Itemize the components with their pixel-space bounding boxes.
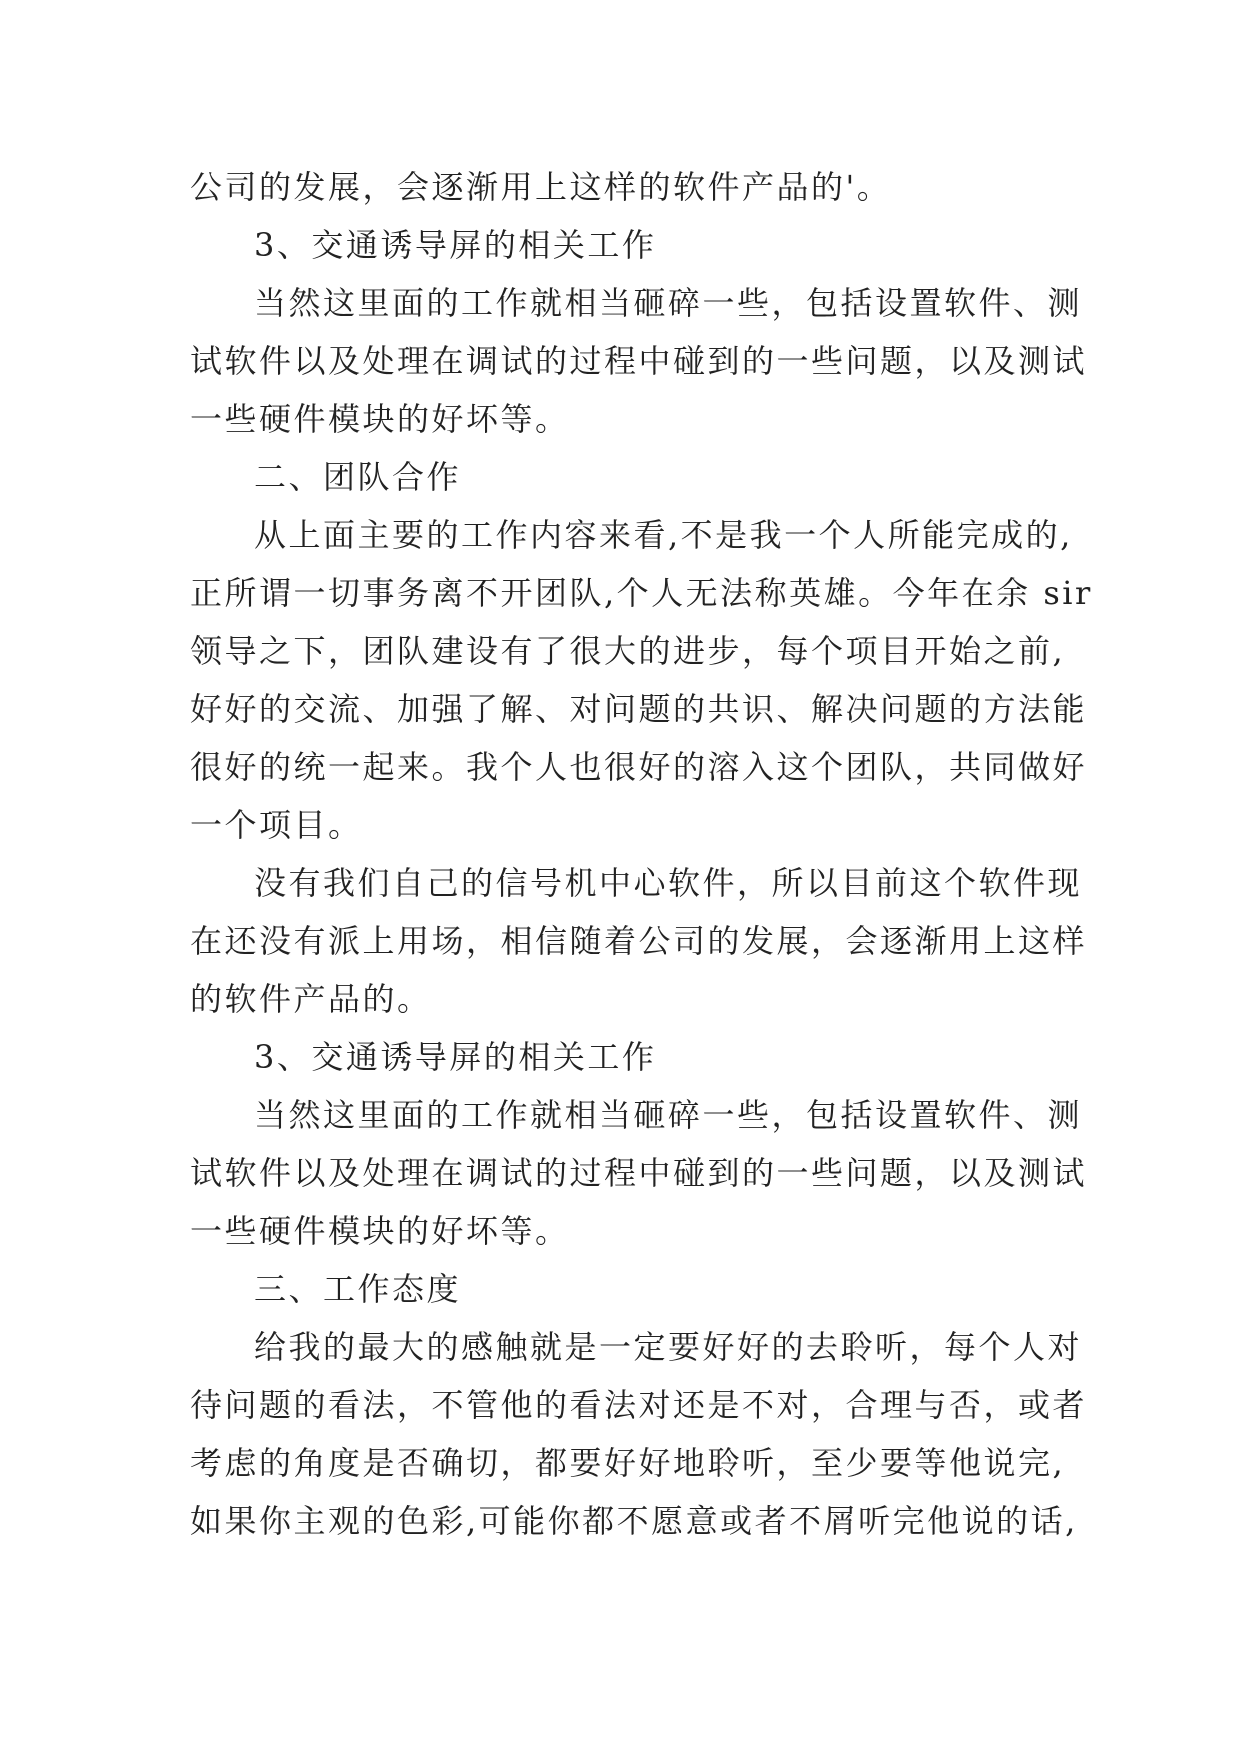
text-line: 试软件以及处理在调试的过程中碰到的一些问题，以及测试 [190,342,1088,380]
text-line: 一个项目。 [190,806,363,844]
text-line: 试软件以及处理在调试的过程中碰到的一些问题，以及测试 [190,1154,1088,1192]
text-line: 当然这里面的工作就相当砸碎一些，包括设置软件、测 [254,1096,1083,1134]
text-line: 好好的交流、加强了解、对问题的共识、解决问题的方法能 [190,690,1088,728]
text-line: 的软件产品的。 [190,980,432,1018]
section-heading: 3、交通诱导屏的相关工作 [254,226,657,264]
text-line: 当然这里面的工作就相当砸碎一些，包括设置软件、测 [254,284,1083,322]
text-line: 没有我们自己的信号机中心软件，所以目前这个软件现 [254,864,1083,902]
section-heading: 3、交通诱导屏的相关工作 [254,1038,657,1076]
text-line: 很好的统一起来。我个人也很好的溶入这个团队，共同做好 [190,748,1088,786]
text-line: 在还没有派上用场，相信随着公司的发展，会逐渐用上这样 [190,922,1088,960]
text-line: 给我的最大的感触就是一定要好好的去聆听，每个人对 [254,1328,1083,1366]
document-body [190,158,1093,1550]
text-line: 一些硬件模块的好坏等。 [190,400,570,438]
text-line: 领导之下，团队建设有了很大的进步，每个项目开始之前, [190,632,1066,670]
section-heading: 二、团队合作 [254,458,462,496]
text-line: 待问题的看法，不管他的看法对还是不对，合理与否，或者 [190,1386,1088,1424]
text-line: 从上面主要的工作内容来看,不是我一个人所能完成的, [254,516,1073,554]
text-line: 正所谓一切事务离不开团队,个人无法称英雄。今年在余 sir [190,574,1093,612]
text-line: 考虑的角度是否确切，都要好好地聆听，至少要等他说完, [190,1444,1066,1482]
text-line: 公司的发展，会逐渐用上这样的软件产品的'。 [190,168,892,206]
text-line: 一些硬件模块的好坏等。 [190,1212,570,1250]
section-heading: 三、工作态度 [254,1270,462,1308]
text-line: 如果你主观的色彩,可能你都不愿意或者不屑听完他说的话, [190,1502,1078,1540]
